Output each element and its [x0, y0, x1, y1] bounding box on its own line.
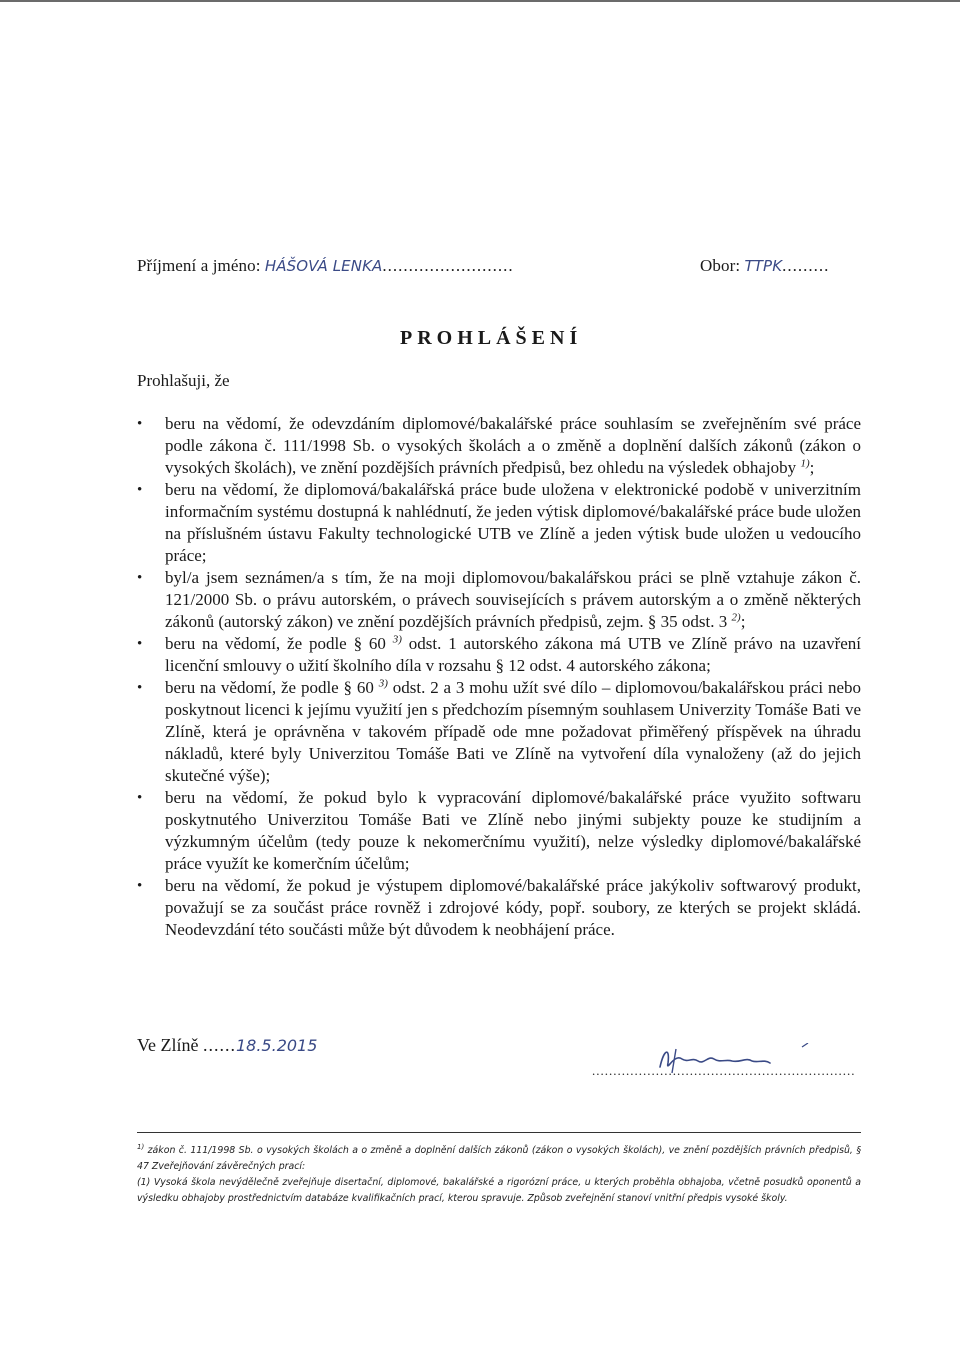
- document-title: PROHLÁŠENÍ: [400, 327, 583, 349]
- place-date-line: [137, 1035, 317, 1056]
- date-handwritten-value: 18.5.2015: [235, 1036, 318, 1055]
- name-handwritten-value: HÁŠOVÁ LENKA: [264, 257, 383, 275]
- field-handwritten-value: TTPK: [744, 257, 783, 275]
- statement-tail: ;: [740, 612, 746, 631]
- footnote-1: [137, 1139, 861, 1175]
- statement-text: beru na vědomí, že odevzdáním diplomové/bakalářské práce souhlasím se zveřejněním své práce podle zákona č. 111/1998 Sb. o vysokých školách a o změně a doplnění dalších zákonů (zákon o vysokých školách), ve znění pozdějších právních předpisů, bez ohledu na výsledek obhajoby: [165, 414, 861, 477]
- name-line: [137, 256, 514, 276]
- statement-text: byl/a jsem seznámen/a s tím, že na moji diplomovou/bakalářskou práci se plně vztahuje zákon č. 121/2000 Sb. o právu autorském, o právech souvisejících s právem autorským a o změně některých zákonů (autorský zákon) ve znění pozdějších právních předpisů, zejm. § 35 odst. 3: [165, 568, 861, 631]
- statement-item: [137, 677, 861, 787]
- signature-block: [592, 1043, 862, 1083]
- footnotes: [137, 1139, 861, 1207]
- scan-edge: [0, 0, 960, 6]
- statement-item: [137, 875, 861, 941]
- footnote-ref: 3): [378, 677, 388, 690]
- footnote-mark: 1): [137, 1143, 145, 1151]
- place-label: Ve Zlíně: [137, 1035, 199, 1055]
- footnote-divider: [137, 1132, 861, 1133]
- footnote-1-text: zákon č. 111/1998 Sb. o vysokých školách a o změně a doplnění dalších zákonů (zákon o vysokých školách), ve znění pozdějších právních předpisů, § 47 Zveřejňování závěrečných prací:: [137, 1145, 862, 1173]
- footnote-ref: 3): [392, 633, 402, 646]
- statement-tail: odst. 2 a 3 mohu užít své dílo – diplomovou/bakalářskou práci nebo poskytnout licenci k jejímu využití jen s předchozím písemným souhlasem Univerzity Tomáše Bati ve Zlíně, která je oprávněna v takovém případě ode mne požadovat přiměřený příspěvek na úhradu nákladů, které byly Univerzitou Tomáše Bati ve Zlíně na vytvoření díla vynaloženy (až do jejich skutečné výše);: [165, 678, 862, 785]
- statement-item: [137, 787, 861, 875]
- name-dots: .........................: [382, 256, 514, 275]
- statement-text: beru na vědomí, že pokud je výstupem diplomové/bakalářské práce jakýkoliv softwarový produkt, považují se za součást práce rovněž i zdrojové kódy, popř. soubory, ze kterých se projekt skládá. Neodevzdání této součásti může být důvodem k neobhájení práce.: [165, 876, 861, 939]
- field-label: Obor:: [700, 256, 741, 275]
- statement-item: [137, 633, 861, 677]
- statement-list: [137, 413, 861, 941]
- statement-item: [137, 567, 861, 633]
- field-line: [700, 256, 829, 276]
- statement-text: beru na vědomí, že diplomová/bakalářská práce bude uložena v elektronické podobě v univerzitním informačním systému dostupná k nahlédnutí, že jeden výtisk diplomové/bakalářské práce bude uložen na příslušném ústavu Fakulty technologické UTB ve Zlíně a jeden výtisk bude uložen u vedoucího práce;: [165, 480, 861, 565]
- intro-text: Prohlašuji, že: [137, 371, 230, 390]
- footnote-ref: 1): [800, 457, 810, 470]
- footnote-ref: 2): [731, 611, 741, 624]
- date-dots: ......: [202, 1035, 236, 1055]
- statement-item: [137, 479, 861, 567]
- field-dots: .........: [782, 256, 830, 275]
- footnote-1-detail: (1) Vysoká škola nevýdělečně zveřejňuje disertační, diplomové, bakalářské a rigorózní práce, u kterých proběhla obhajoba, včetně posudků oponentů a výsledku obhajoby prostřednictvím databáze kvalifikačních prací, kterou spravuje. Způsob zveřejnění stanoví vnitřní předpis vysoké školy.: [137, 1177, 861, 1205]
- statement-text: beru na vědomí, že podle § 60: [165, 678, 374, 697]
- name-label: Příjmení a jméno:: [137, 256, 261, 275]
- statement-item: [137, 413, 861, 479]
- statement-text: beru na vědomí, že podle § 60: [165, 634, 386, 653]
- statement-tail: ;: [809, 458, 815, 477]
- signature-dots: ..............................................................: [592, 1063, 856, 1078]
- statement-tail: odst. 1 autorského zákona má UTB ve Zlíně právo na uzavření licenční smlouvy o užití školního díla v rozsahu § 12 odst. 4 autorského zákona;: [165, 634, 861, 675]
- statement-text: beru na vědomí, že pokud bylo k vypracování diplomové/bakalářské práce využito softwaru poskytnutého Univerzitou Tomáše Bati ve Zlíně nebo jinými subjekty pouze ke studijním a výzkumným účelům (tedy pouze k nekomerčnímu využití), nelze výsledky diplomové/bakalářské práce využít ke komerčním účelům;: [165, 788, 861, 873]
